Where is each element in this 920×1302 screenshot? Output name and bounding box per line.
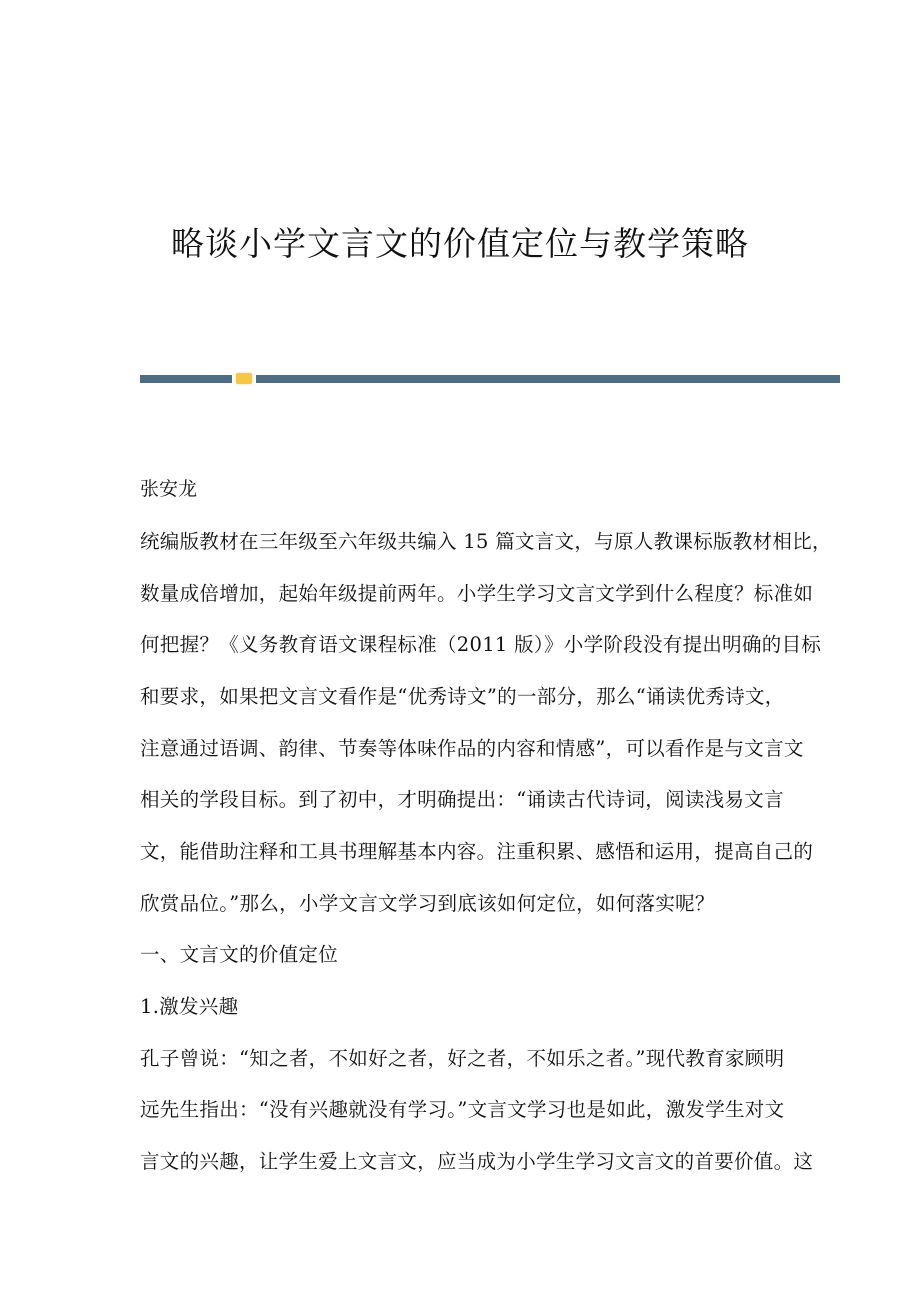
paragraph-line: 何把握？《义务教育语文课程标准（2011 版）》小学阶段没有提出明确的目标 (140, 633, 822, 656)
title-divider-right (256, 375, 840, 383)
paragraph-line: 数量成倍增加，起始年级提前两年。小学生学习文言文学到什么程度？标准如 (140, 582, 814, 605)
paragraph-line: 统编版教材在三年级至六年级共编入 15 篇文言文，与原人教课标版教材相比， (140, 530, 832, 553)
paragraph-line: 注意通过语调、韵律、节奏等体味作品的内容和情感”，可以看作是与文言文 (140, 737, 804, 760)
paragraph-line: 孔子曾说：“知之者，不如好之者，好之者，不如乐之者。”现代教育家顾明 (140, 1047, 785, 1070)
divider-ornament-icon (236, 373, 252, 384)
paragraph-line: 文，能借助注释和工具书理解基本内容。注重积累、感悟和运用，提高自己的 (140, 840, 814, 863)
document-title: 略谈小学文言文的价值定位与教学策略 (171, 224, 749, 263)
paragraph-line: 远先生指出：“没有兴趣就没有学习。”文言文学习也是如此，激发学生对文 (140, 1098, 785, 1121)
paragraph-line: 和要求，如果把文言文看作是“优秀诗文”的一部分，那么“诵读优秀诗文， (140, 685, 785, 708)
subsection-heading: 1.激发兴趣 (140, 995, 239, 1018)
title-divider-left (140, 375, 232, 383)
author-name: 张安龙 (140, 478, 198, 500)
section-heading: 一、文言文的价值定位 (140, 943, 339, 966)
paragraph-line: 欣赏品位。”那么，小学文言文学习到底该如何定位，如何落实呢？ (140, 892, 715, 915)
paragraph-line: 言文的兴趣，让学生爱上文言文，应当成为小学生学习文言文的首要价值。这 (140, 1150, 814, 1173)
paragraph-line: 相关的学段目标。到了初中，才明确提出：“诵读古代诗词，阅读浅易文言 (140, 788, 784, 811)
